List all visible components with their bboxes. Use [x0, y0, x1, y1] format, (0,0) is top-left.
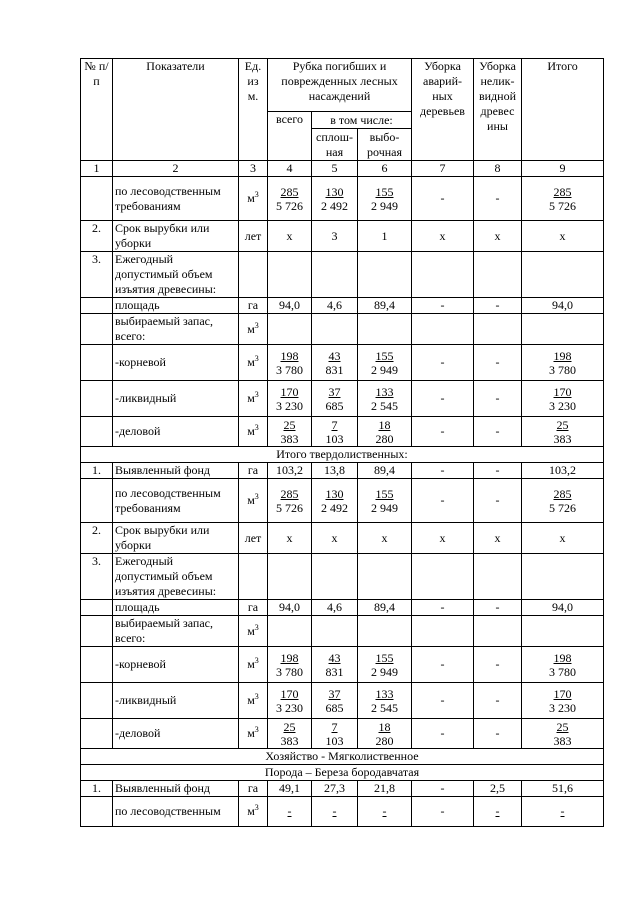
- value-cell: 94,0: [268, 298, 312, 314]
- table-row: [81, 781, 604, 797]
- value-cell: х: [474, 523, 522, 554]
- unit-cell: $м^3$: [239, 797, 268, 827]
- value-cell: х: [412, 523, 474, 554]
- section-row: [81, 749, 604, 765]
- value-cell: -: [412, 683, 474, 719]
- value-cell: -: [412, 600, 474, 616]
- value-cell: х: [358, 523, 412, 554]
- value-cell: 155 2 949: [358, 345, 412, 381]
- table-row: [81, 463, 604, 479]
- value-cell: 37 685: [312, 381, 358, 417]
- value-cell: 49,1: [268, 781, 312, 797]
- row-label: Срок вырубки или уборки: [113, 523, 239, 554]
- value-cell: -: [412, 797, 474, 827]
- section-heading: Порода – Береза бородавчатая: [81, 765, 604, 781]
- colnum: 5: [312, 161, 358, 177]
- value-cell: -: [474, 797, 522, 827]
- table-row: [81, 797, 604, 827]
- document-table-wrapper: [80, 58, 603, 827]
- table-row: [81, 345, 604, 381]
- forest-felling-table: [80, 58, 604, 827]
- value-cell: х: [474, 221, 522, 252]
- value-cell: 155 2 949: [358, 479, 412, 523]
- row-label: выбираемый запас, всего:: [113, 314, 239, 345]
- unit-cell: $м^3$: [239, 314, 268, 345]
- value-cell: 89,4: [358, 600, 412, 616]
- value-cell: 43 831: [312, 345, 358, 381]
- value-cell: 94,0: [268, 600, 312, 616]
- value-cell: -: [268, 797, 312, 827]
- value-cell: -: [474, 345, 522, 381]
- unit-cell: $м^3$: [239, 683, 268, 719]
- table-row: [81, 298, 604, 314]
- value-cell: -: [412, 298, 474, 314]
- colnum: 6: [358, 161, 412, 177]
- section-row: [81, 447, 604, 463]
- value-cell: 37 685: [312, 683, 358, 719]
- table-row: [81, 600, 604, 616]
- unit-cell: $м^3$: [239, 479, 268, 523]
- value-cell: 103,2: [522, 463, 604, 479]
- table-row: [81, 479, 604, 523]
- value-cell: 155 2 949: [358, 177, 412, 221]
- colnum: 2: [113, 161, 239, 177]
- value-cell: х: [412, 221, 474, 252]
- value-cell: 130 2 492: [312, 479, 358, 523]
- value-cell: -: [522, 797, 604, 827]
- value-cell: х: [522, 221, 604, 252]
- value-cell: 285 5 726: [522, 177, 604, 221]
- row-label: Ежегодный допустимый объем изъятия древесины:: [113, 554, 239, 600]
- unit-cell: га: [239, 463, 268, 479]
- value-cell: 285 5 726: [522, 479, 604, 523]
- value-cell: 103,2: [268, 463, 312, 479]
- value-cell: 198 3 780: [522, 647, 604, 683]
- unit-cell: $м^3$: [239, 177, 268, 221]
- header-nonliquid: Уборка нелик-видной древес ины: [474, 59, 522, 161]
- value-cell: 89,4: [358, 298, 412, 314]
- value-cell: 51,6: [522, 781, 604, 797]
- unit-cell: лет: [239, 221, 268, 252]
- colnum: 9: [522, 161, 604, 177]
- table-row: [81, 417, 604, 447]
- table-row: [81, 683, 604, 719]
- table-row: [81, 554, 604, 600]
- table-row: [81, 719, 604, 749]
- value-cell: -: [412, 647, 474, 683]
- value-cell: -: [412, 781, 474, 797]
- unit-cell: лет: [239, 523, 268, 554]
- value-cell: 170 3 230: [522, 683, 604, 719]
- row-label: -ликвидный: [113, 683, 239, 719]
- value-cell: 3: [312, 221, 358, 252]
- value-cell: -: [412, 345, 474, 381]
- row-label: -корневой: [113, 647, 239, 683]
- row-label: по лесоводственным требованиям: [113, 479, 239, 523]
- value-cell: 2,5: [474, 781, 522, 797]
- section-heading: Итого твердолиственных:: [81, 447, 604, 463]
- value-cell: 198 3 780: [522, 345, 604, 381]
- row-label: -корневой: [113, 345, 239, 381]
- value-cell: х: [522, 523, 604, 554]
- value-cell: 18 280: [358, 719, 412, 749]
- row-number: 1.: [81, 463, 113, 479]
- colnum: 7: [412, 161, 474, 177]
- header-itogo: Итого: [522, 59, 604, 161]
- value-cell: 43 831: [312, 647, 358, 683]
- table-row: [81, 647, 604, 683]
- value-cell: -: [412, 177, 474, 221]
- unit-cell: $м^3$: [239, 647, 268, 683]
- row-label: Выявленный фонд: [113, 463, 239, 479]
- table-row: [81, 177, 604, 221]
- colnum: 1: [81, 161, 113, 177]
- value-cell: х: [268, 523, 312, 554]
- row-label: выбираемый запас, всего:: [113, 616, 239, 647]
- value-cell: 198 3 780: [268, 647, 312, 683]
- value-cell: х: [268, 221, 312, 252]
- value-cell: -: [358, 797, 412, 827]
- value-cell: 27,3: [312, 781, 358, 797]
- value-cell: -: [474, 381, 522, 417]
- value-cell: 4,6: [312, 298, 358, 314]
- value-cell: -: [412, 463, 474, 479]
- row-number: 2.: [81, 523, 113, 554]
- row-label: по лесоводственным: [113, 797, 239, 827]
- value-cell: -: [474, 298, 522, 314]
- header-total: всего: [268, 112, 312, 161]
- value-cell: 7 103: [312, 719, 358, 749]
- colnum: 3: [239, 161, 268, 177]
- value-cell: -: [412, 381, 474, 417]
- table-row: [81, 252, 604, 298]
- unit-cell: $м^3$: [239, 345, 268, 381]
- value-cell: 89,4: [358, 463, 412, 479]
- table-row: [81, 523, 604, 554]
- value-cell: 94,0: [522, 600, 604, 616]
- value-cell: -: [474, 479, 522, 523]
- header-including: в том числе:: [312, 112, 412, 129]
- row-label: -деловой: [113, 719, 239, 749]
- value-cell: 4,6: [312, 600, 358, 616]
- row-label: Срок вырубки или уборки: [113, 221, 239, 252]
- unit-cell: $м^3$: [239, 719, 268, 749]
- value-cell: -: [412, 417, 474, 447]
- value-cell: -: [474, 647, 522, 683]
- value-cell: 170 3 230: [522, 381, 604, 417]
- row-number: 3.: [81, 252, 113, 298]
- value-cell: -: [412, 479, 474, 523]
- unit-cell: га: [239, 781, 268, 797]
- unit-cell: га: [239, 298, 268, 314]
- value-cell: 170 3 230: [268, 683, 312, 719]
- header-felling: Рубка погибших и поврежденных лесных насаждений: [268, 59, 412, 112]
- unit-cell: га: [239, 600, 268, 616]
- unit-cell: $м^3$: [239, 381, 268, 417]
- value-cell: 170 3 230: [268, 381, 312, 417]
- value-cell: 198 3 780: [268, 345, 312, 381]
- table-row: [81, 314, 604, 345]
- row-number: 1.: [81, 781, 113, 797]
- value-cell: х: [312, 523, 358, 554]
- value-cell: 285 5 726: [268, 479, 312, 523]
- value-cell: 7 103: [312, 417, 358, 447]
- colnum: 4: [268, 161, 312, 177]
- header-indicators: Показатели: [113, 59, 239, 161]
- value-cell: -: [474, 719, 522, 749]
- colnum: 8: [474, 161, 522, 177]
- row-label: -деловой: [113, 417, 239, 447]
- value-cell: 133 2 545: [358, 381, 412, 417]
- header-num: № п/п: [81, 59, 113, 161]
- value-cell: 18 280: [358, 417, 412, 447]
- table-row: [81, 616, 604, 647]
- value-cell: -: [474, 600, 522, 616]
- row-label: Выявленный фонд: [113, 781, 239, 797]
- row-label: площадь: [113, 600, 239, 616]
- header-emergency: Уборка аварий-ных деревьев: [412, 59, 474, 161]
- header-unit: Ед. из м.: [239, 59, 268, 161]
- value-cell: 25 383: [522, 417, 604, 447]
- value-cell: -: [474, 177, 522, 221]
- value-cell: 25 383: [268, 719, 312, 749]
- row-number: 2.: [81, 221, 113, 252]
- column-numbers-row: [81, 161, 604, 177]
- value-cell: -: [474, 417, 522, 447]
- value-cell: 25 383: [522, 719, 604, 749]
- value-cell: 130 2 492: [312, 177, 358, 221]
- section-row: [81, 765, 604, 781]
- value-cell: -: [412, 719, 474, 749]
- value-cell: 21,8: [358, 781, 412, 797]
- table-row: [81, 221, 604, 252]
- table-row: [81, 381, 604, 417]
- value-cell: -: [312, 797, 358, 827]
- value-cell: -: [474, 683, 522, 719]
- row-label: площадь: [113, 298, 239, 314]
- unit-cell: $м^3$: [239, 417, 268, 447]
- value-cell: 133 2 545: [358, 683, 412, 719]
- value-cell: 285 5 726: [268, 177, 312, 221]
- row-label: -ликвидный: [113, 381, 239, 417]
- value-cell: -: [474, 463, 522, 479]
- header-clear: сплош-ная: [312, 129, 358, 161]
- value-cell: 155 2 949: [358, 647, 412, 683]
- value-cell: 94,0: [522, 298, 604, 314]
- value-cell: 13,8: [312, 463, 358, 479]
- header-selective: выбо-рочная: [358, 129, 412, 161]
- section-heading: Хозяйство - Мягколиственное: [81, 749, 604, 765]
- value-cell: 1: [358, 221, 412, 252]
- row-label: Ежегодный допустимый объем изъятия древесины:: [113, 252, 239, 298]
- value-cell: 25 383: [268, 417, 312, 447]
- unit-cell: $м^3$: [239, 616, 268, 647]
- row-number: 3.: [81, 554, 113, 600]
- row-label: по лесоводственным требованиям: [113, 177, 239, 221]
